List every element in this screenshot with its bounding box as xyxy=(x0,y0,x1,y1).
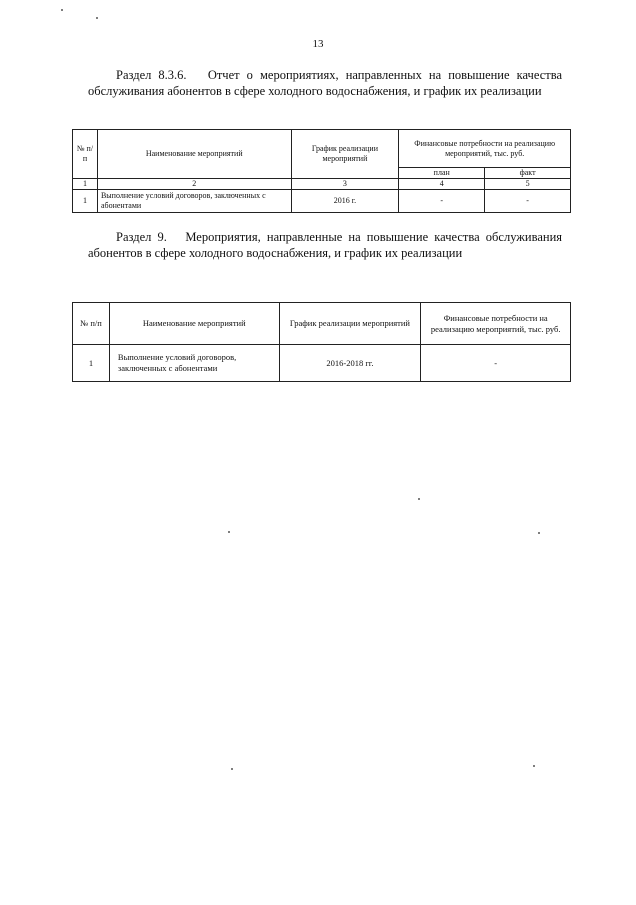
section-label: Раздел 9. xyxy=(116,230,167,244)
row-fact: - xyxy=(485,190,571,213)
row-schedule: 2016 г. xyxy=(291,190,399,213)
col-number: 5 xyxy=(485,179,571,190)
header-name: Наименование мероприятий xyxy=(97,130,291,179)
header-finance: Финансовые потребности на реализацию мероприятий, тыс. руб. xyxy=(421,303,571,345)
table-row xyxy=(73,190,571,213)
header-finance: Финансовые потребности на реализацию мероприятий, тыс. руб. xyxy=(399,130,571,168)
row-schedule: 2016-2018 гг. xyxy=(279,345,421,382)
section-title: Мероприятия, направленные на повышение качества обслуживания абонентов в сфере холодного водоснабжения, и график их реализации xyxy=(88,230,563,260)
col-number: 4 xyxy=(399,179,485,190)
col-number: 3 xyxy=(291,179,399,190)
row-name: Выполнение условий договоров, заключенных с абонентами xyxy=(109,345,279,382)
table-row xyxy=(73,345,571,382)
page-number: 13 xyxy=(312,38,324,50)
row-num: 1 xyxy=(73,345,110,382)
row-num: 1 xyxy=(73,190,98,213)
section-label: Раздел 8.3.6. xyxy=(116,68,187,82)
header-num: № п/п xyxy=(73,130,98,179)
scan-speck xyxy=(231,768,233,770)
measures-table xyxy=(72,302,571,382)
scan-speck xyxy=(228,531,230,533)
header-num: № п/п xyxy=(73,303,110,345)
section-title: Отчет о мероприятиях, направленных на повышение качества обслуживания абонентов в сфере холодного водоснабжения, и график их реализации xyxy=(88,68,563,98)
header-schedule: График реализации мероприятий xyxy=(279,303,421,345)
row-plan: - xyxy=(399,190,485,213)
report-table xyxy=(72,129,571,213)
column-number-row xyxy=(73,179,571,190)
scan-speck xyxy=(96,17,98,19)
header-schedule: График реализации мероприятий xyxy=(291,130,399,179)
scan-speck xyxy=(418,498,420,500)
section-heading-9 xyxy=(88,229,562,261)
col-number: 1 xyxy=(73,179,98,190)
scan-speck xyxy=(533,765,535,767)
scan-speck xyxy=(61,9,63,11)
header-fact: факт xyxy=(485,168,571,179)
col-number: 2 xyxy=(97,179,291,190)
scan-speck xyxy=(538,532,540,534)
row-name: Выполнение условий договоров, заключенных с абонентами xyxy=(97,190,291,213)
header-name: Наименование мероприятий xyxy=(109,303,279,345)
header-plan: план xyxy=(399,168,485,179)
row-finance: - xyxy=(421,345,571,382)
section-heading-8-3-6 xyxy=(88,67,562,99)
